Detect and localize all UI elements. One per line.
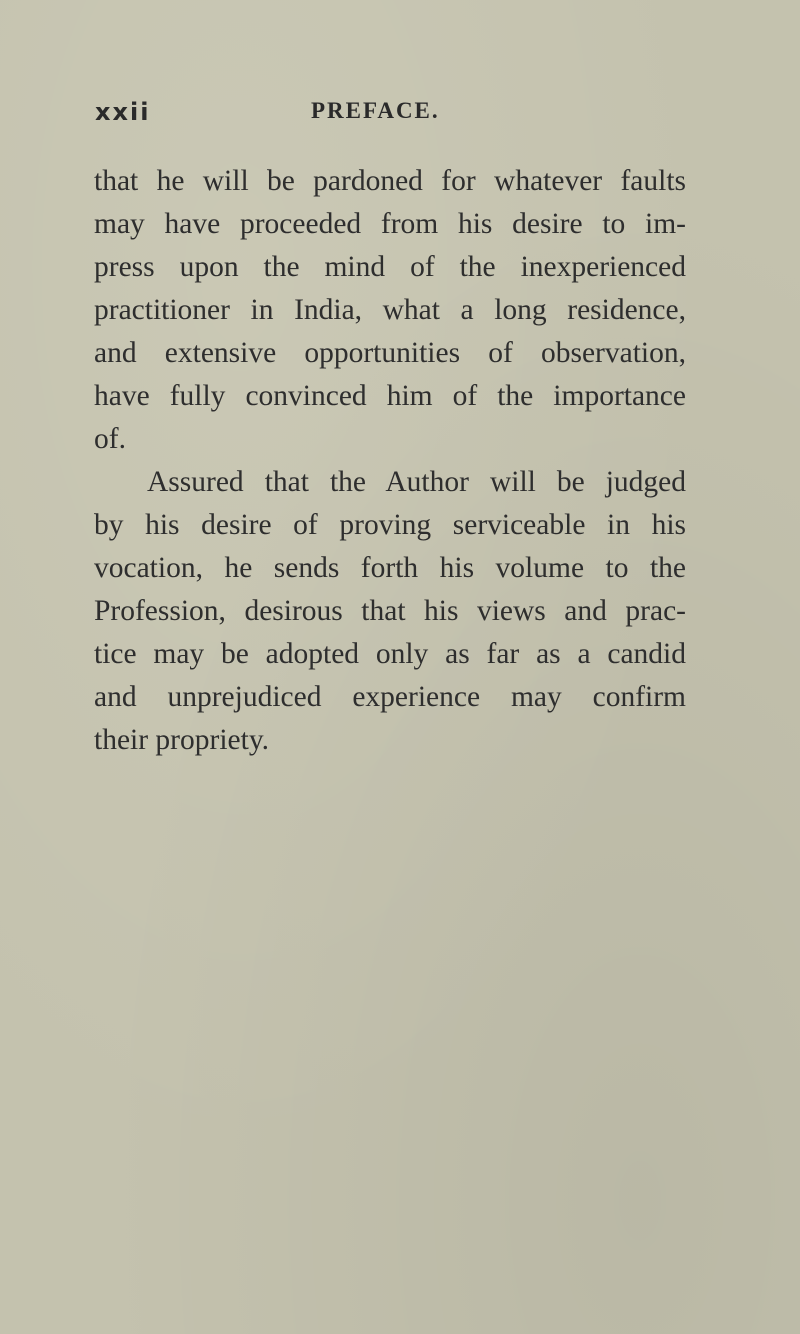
text-line: and extensive opportunities of observation, bbox=[94, 337, 686, 369]
paragraph-1 bbox=[94, 160, 686, 461]
running-title: PREFACE. bbox=[311, 98, 440, 123]
body-text bbox=[94, 160, 686, 762]
text-line: that he will be pardoned for whatever faults bbox=[94, 165, 686, 197]
text-line: tice may be adopted only as far as a candid bbox=[94, 638, 686, 670]
text-line: may have proceeded from his desire to im- bbox=[94, 208, 686, 240]
text-line: by his desire of proving serviceable in his bbox=[94, 509, 686, 541]
text-line: Profession, desirous that his views and prac- bbox=[94, 595, 686, 627]
text-line: press upon the mind of the inexperienced bbox=[94, 251, 686, 283]
text-line: their propriety. bbox=[94, 724, 270, 756]
page-number: xxii bbox=[95, 98, 151, 126]
text-line: have fully convinced him of the importance bbox=[94, 380, 686, 412]
text-line: practitioner in India, what a long residence, bbox=[94, 294, 686, 326]
text-line: of. bbox=[94, 423, 126, 455]
text-line: and unprejudiced experience may confirm bbox=[94, 681, 686, 713]
text-line: Assured that the Author will be judged bbox=[147, 466, 686, 498]
paragraph-2 bbox=[94, 461, 686, 762]
text-line: vocation, he sends forth his volume to the bbox=[94, 552, 686, 584]
running-head bbox=[95, 98, 695, 138]
